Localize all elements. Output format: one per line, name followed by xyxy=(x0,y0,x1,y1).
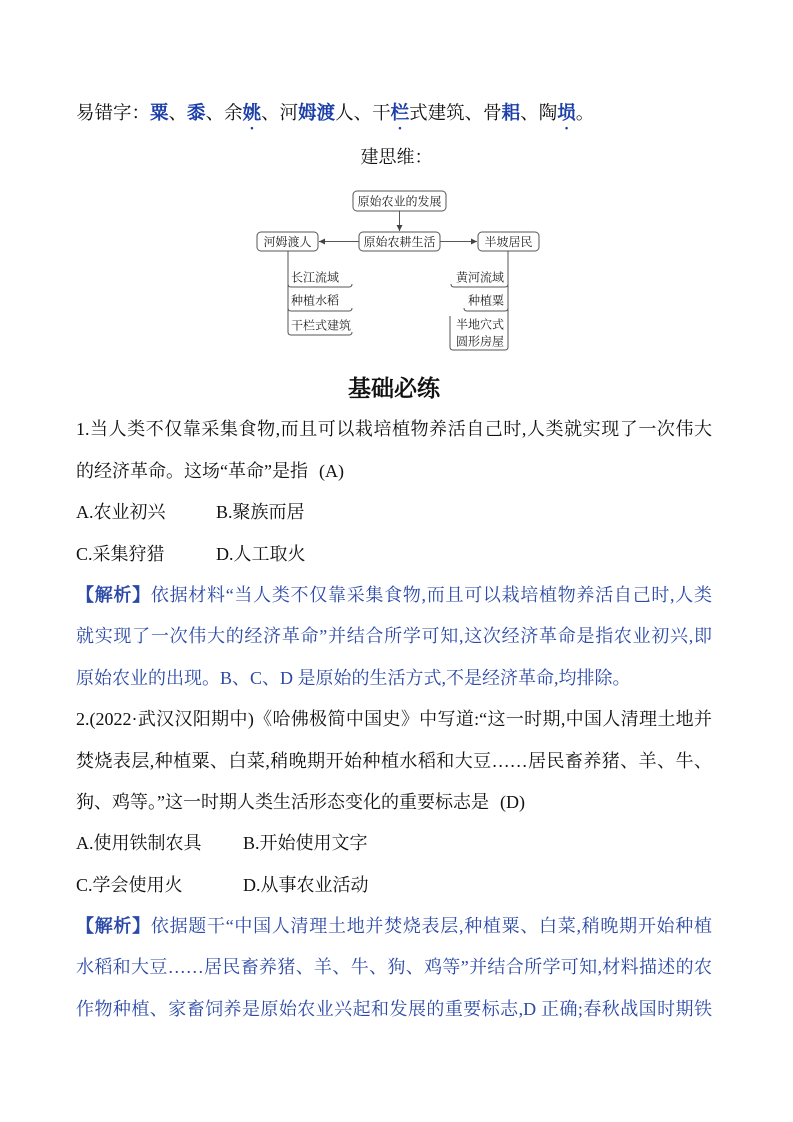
question-2-answer: (D) xyxy=(500,791,525,812)
left-item-bracket xyxy=(288,284,352,287)
option-d: D.从事农业活动 xyxy=(243,874,369,895)
typo-text: 。 xyxy=(575,102,595,123)
question-1-analysis-line: 原始农业的出现。B、C、D 是原始的生活方式,不是经济革命,均排除。 xyxy=(76,667,631,688)
typo-text: 、余 xyxy=(205,102,243,123)
option-d: D.人工取火 xyxy=(216,543,306,564)
typo-text: 、陶 xyxy=(520,102,558,123)
right-item-label-line1: 半地穴式 xyxy=(455,317,504,332)
right-item-bracket xyxy=(451,284,508,287)
typo-text: 、 xyxy=(168,102,188,123)
question-1-analysis-line: 就实现了一次伟大的经济革命”并结合所学可知,这次经济革命是指农业初兴,即 xyxy=(76,626,712,647)
typo-char: 姆渡 xyxy=(298,102,336,123)
question-1-stem-line: 1.当人类不仅靠采集食物,而且可以栽培植物养活自己时,人类就实现了一次伟大 xyxy=(76,419,712,440)
question-1-options-row xyxy=(76,534,712,575)
question-2-analysis-line: 水稻和大豆……居民畜养猪、羊、牛、狗、鸡等”并结合所学可知,材料描述的农 xyxy=(76,957,712,978)
right-item-label: 种植粟 xyxy=(467,293,504,308)
option-b: B.聚族而居 xyxy=(216,502,305,523)
left-node-label: 河姆渡人 xyxy=(263,234,312,249)
option-b: B.开始使用文字 xyxy=(243,833,368,854)
typo-char: 粟 xyxy=(150,102,169,123)
left-item-bracket xyxy=(288,332,352,335)
typo-characters-line xyxy=(76,99,594,133)
question-2-stem-line: 2.(2022·武汉汉阳期中)《哈佛极简中国史》中写道:“这一时期,中国人清理土地并 xyxy=(76,709,712,730)
option-c: C.采集狩猎 xyxy=(76,543,165,564)
typo-char: 黍 xyxy=(187,102,206,123)
question-2-options-row xyxy=(76,865,712,906)
question-1-stem-text: 的经济革命。这场“革命”是指 xyxy=(76,460,308,481)
question-1-answer: (A) xyxy=(318,460,344,481)
question-2-stem-text: 狗、鸡等。”这一时期人类生活形态变化的重要标志是 xyxy=(76,791,489,812)
right-item-label-line2: 圆形房屋 xyxy=(455,334,504,349)
right-item-bracket xyxy=(464,308,508,311)
question-1-stem-line xyxy=(76,451,712,492)
analysis-label: 【解析】 xyxy=(76,584,151,605)
section-title: 基础必练 xyxy=(348,375,440,401)
typo-label: 易错字： xyxy=(76,102,151,123)
analysis-text: 依据题干“中国人清理土地并焚烧表层,种植粟、白菜,稍晚期开始种植 xyxy=(150,916,712,937)
left-item-bracket xyxy=(288,308,352,311)
typo-char: 埙 xyxy=(557,102,576,123)
question-2-analysis-line: 作物种植、家畜饲养是原始农业兴起和发展的重要标志,D 正确;春秋战国时期铁 xyxy=(76,998,712,1019)
typo-text: 人、干 xyxy=(335,102,391,123)
mind-map-title: 建思维： xyxy=(360,147,433,167)
analysis-text: 依据材料“当人类不仅靠采集食物,而且可以栽培植物养活自己时,人类 xyxy=(150,584,712,605)
right-item-label: 黄河流域 xyxy=(455,270,504,285)
question-2-options-row xyxy=(76,823,712,864)
exercise-section xyxy=(76,368,712,1030)
root-node-label: 原始农业的发展 xyxy=(357,194,442,209)
typo-text: 、河 xyxy=(261,102,299,123)
typo-char: 姚 xyxy=(242,102,262,123)
option-a: A.农业初兴 xyxy=(76,502,166,523)
question-2-analysis-line xyxy=(76,906,712,947)
left-item-label: 种植水稻 xyxy=(291,293,340,308)
question-2-stem-line: 焚烧表层,种植粟、白菜,稍晚期开始种植水稻和大豆……居民畜养猪、羊、牛、 xyxy=(76,750,712,771)
left-item-label: 长江流域 xyxy=(291,270,340,285)
analysis-label: 【解析】 xyxy=(76,916,151,937)
question-1-analysis-line xyxy=(76,575,712,616)
right-node-label: 半坡居民 xyxy=(484,234,533,249)
option-c: C.学会使用火 xyxy=(76,874,183,895)
question-1-options-row xyxy=(76,492,712,533)
left-item-label: 干栏式建筑 xyxy=(291,318,352,333)
typo-char: 栏 xyxy=(390,102,410,123)
option-a: A.使用铁制农具 xyxy=(76,833,202,854)
typo-text: 式建筑、骨 xyxy=(409,102,502,123)
center-node-label: 原始农耕生活 xyxy=(363,234,436,249)
mind-map-diagram xyxy=(250,185,550,357)
typo-char: 耜 xyxy=(501,102,521,123)
question-2-stem-line xyxy=(76,782,712,823)
